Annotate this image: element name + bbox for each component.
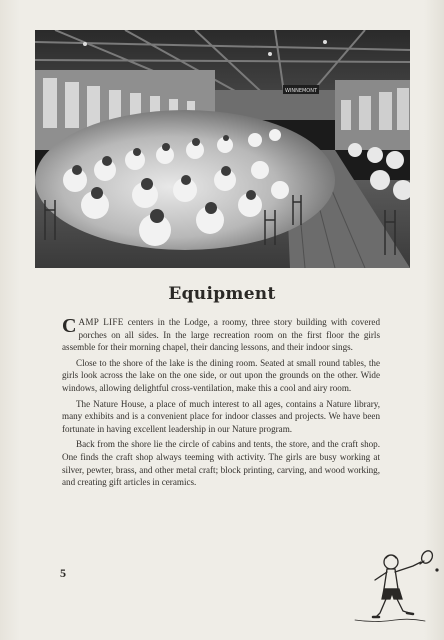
- drop-cap: C: [62, 315, 77, 337]
- page-title: Equipment: [168, 284, 276, 304]
- body-text: [62, 316, 380, 492]
- dining-hall-photo: [35, 30, 410, 268]
- paragraph-camp-life: [62, 316, 380, 354]
- small-caps-lead: AMP LIFE: [78, 317, 124, 327]
- paragraph-dining-room: Close to the shore of the lake is the dining room. Seated at small round tables, the girls look across the lake on the one side, or out upon the grounds on the other. Wide windows, allowing delightful cross-ventilation, make this a cool and airy room.: [62, 357, 380, 393]
- tennis-player-illustration: [347, 550, 443, 628]
- paragraph-camp-life-text: centers in the Lodge, a roomy, three story building with covered porches on all sides. In the large recreation room on the first floor the girls assemble for their morning chapel, their dancing lessons, and their indoor sings.: [62, 317, 380, 353]
- paragraph-craft-shop: Back from the shore lie the circle of cabins and tents, the store, and the craft shop. One finds the craft shop always teeming with activity. The girls are busy working at silver, pewter, brass, and other metal craft; block printing, carving, and wood working, and creating gift articles in ceramics.: [62, 439, 380, 488]
- page-number: 5: [60, 566, 66, 580]
- sign-text: WINNEMONT: [284, 88, 318, 94]
- paragraph-nature-house: The Nature House, a place of much interest to all ages, contains a Nature library, many exhibits and is a convenient place for indoor classes and projects. We have been fortunate in having excellent leadership in our Nature program.: [62, 398, 380, 434]
